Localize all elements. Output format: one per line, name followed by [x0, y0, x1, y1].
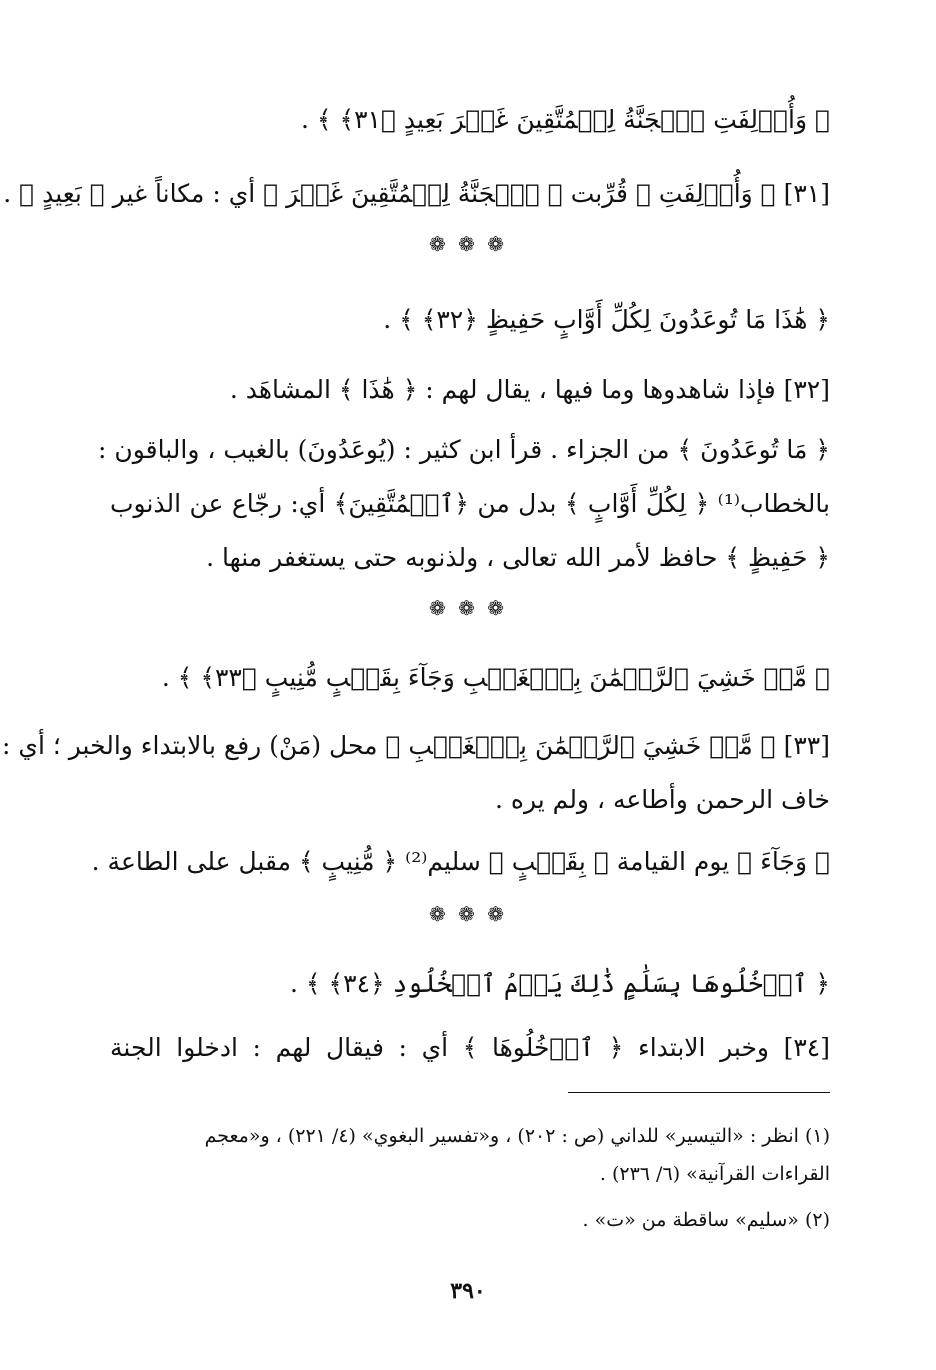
verse-33: ﴿ مَّنۡ خَشِيَ ٱلرَّحۡمَٰنَ بِٱلۡغَيۡبِ وَجَآءَ بِقَلۡبٍ مُّنِيبٍ ﴿٣٣﴾ ﴾ .: [161, 663, 830, 692]
section-separator: ❁ ❁ ❁: [429, 902, 507, 926]
commentary-33-line-1: [٣٣] ﴿ مَّنۡ خَشِيَ ٱلرَّحۡمَٰنَ بِٱلۡغَيۡبِ ﴾ محل (مَنْ) رفع بالابتداء والخبر ؛ أي :: [2, 731, 830, 760]
verse-32: ﴿ هَٰذَا مَا تُوعَدُونَ لِكُلِّ أَوَّابٍ حَفِيظٍ ﴿٣٢﴾ ﴾ .: [383, 305, 830, 334]
commentary-32-line-2: ﴿ مَا تُوعَدُونَ ﴾ من الجزاء . قرأ ابن كثير : (يُوعَدُونَ) بالغيب ، والباقون :: [98, 435, 830, 464]
verse-34: ﴿ ٱدۡخُلُوهَا بِسَلَٰمٍ ذَٰلِكَ يَوۡمُ ٱلۡخُلُودِ ﴿٣٤﴾ ﴾ .: [290, 969, 830, 998]
page-number: ٣٩٠: [450, 1278, 486, 1304]
footnote-2: (٢) «سليم» ساقطة من «ت» .: [582, 1209, 830, 1231]
commentary-33-line-3: ﴿ وَجَآءَ ﴾ يوم القيامة ﴿ بِقَلۡبٍ ﴾ سليم⁽²⁾ ﴿ مُّنِيبٍ ﴾ مقبل على الطاعة .: [91, 847, 830, 876]
commentary-32-line-3: بالخطاب⁽¹⁾ ﴿ لِكُلِّ أَوَّابٍ ﴾ بدل من ﴿ٱلۡمُتَّقِينَ﴾ أي: رجّاع عن الذنوب: [110, 489, 830, 518]
verse-31: ﴿ وَأُزۡلِفَتِ ٱلۡجَنَّةُ لِلۡمُتَّقِينَ غَيۡرَ بَعِيدٍ ﴿٣١﴾ ﴾ .: [300, 105, 830, 134]
commentary-32-line-4: ﴿ حَفِيظٍ ﴾ حافظ لأمر الله تعالى ، ولذنوبه حتى يستغفر منها .: [206, 543, 830, 572]
section-separator: ❁ ❁ ❁: [429, 232, 507, 256]
commentary-34-line-1: [٣٤] وخبر الابتداء ﴿ ٱدۡخُلُوهَا ﴾ أي : فيقال لهم : ادخلوا الجنة: [110, 1033, 830, 1062]
footnote-rule: [568, 1092, 830, 1093]
footnote-1-line-2: القراءات القرآنية» (٦/ ٢٣٦) .: [599, 1163, 830, 1185]
commentary-33-line-2: خاف الرحمن وأطاعه ، ولم يره .: [494, 785, 830, 814]
commentary-31: [٣١] ﴿ وَأُزۡلِفَتِ ﴾ قُرِّبت ﴿ ٱلۡجَنَّةُ لِلۡمُتَّقِينَ غَيۡرَ ﴾ أي : مكاناً غير ﴿ بَعِيدٍ ﴾ .: [3, 179, 830, 208]
footnote-1-line-1: (١) انظر : «التيسير» للداني (ص : ٢٠٢) ، و«تفسير البغوي» (٤/ ٢٢١) ، و«معجم: [204, 1125, 830, 1147]
commentary-32-line-1: [٣٢] فإذا شاهدوها وما فيها ، يقال لهم : ﴿ هَٰذَا ﴾ المشاهَد .: [229, 375, 830, 404]
section-separator: ❁ ❁ ❁: [429, 596, 507, 620]
